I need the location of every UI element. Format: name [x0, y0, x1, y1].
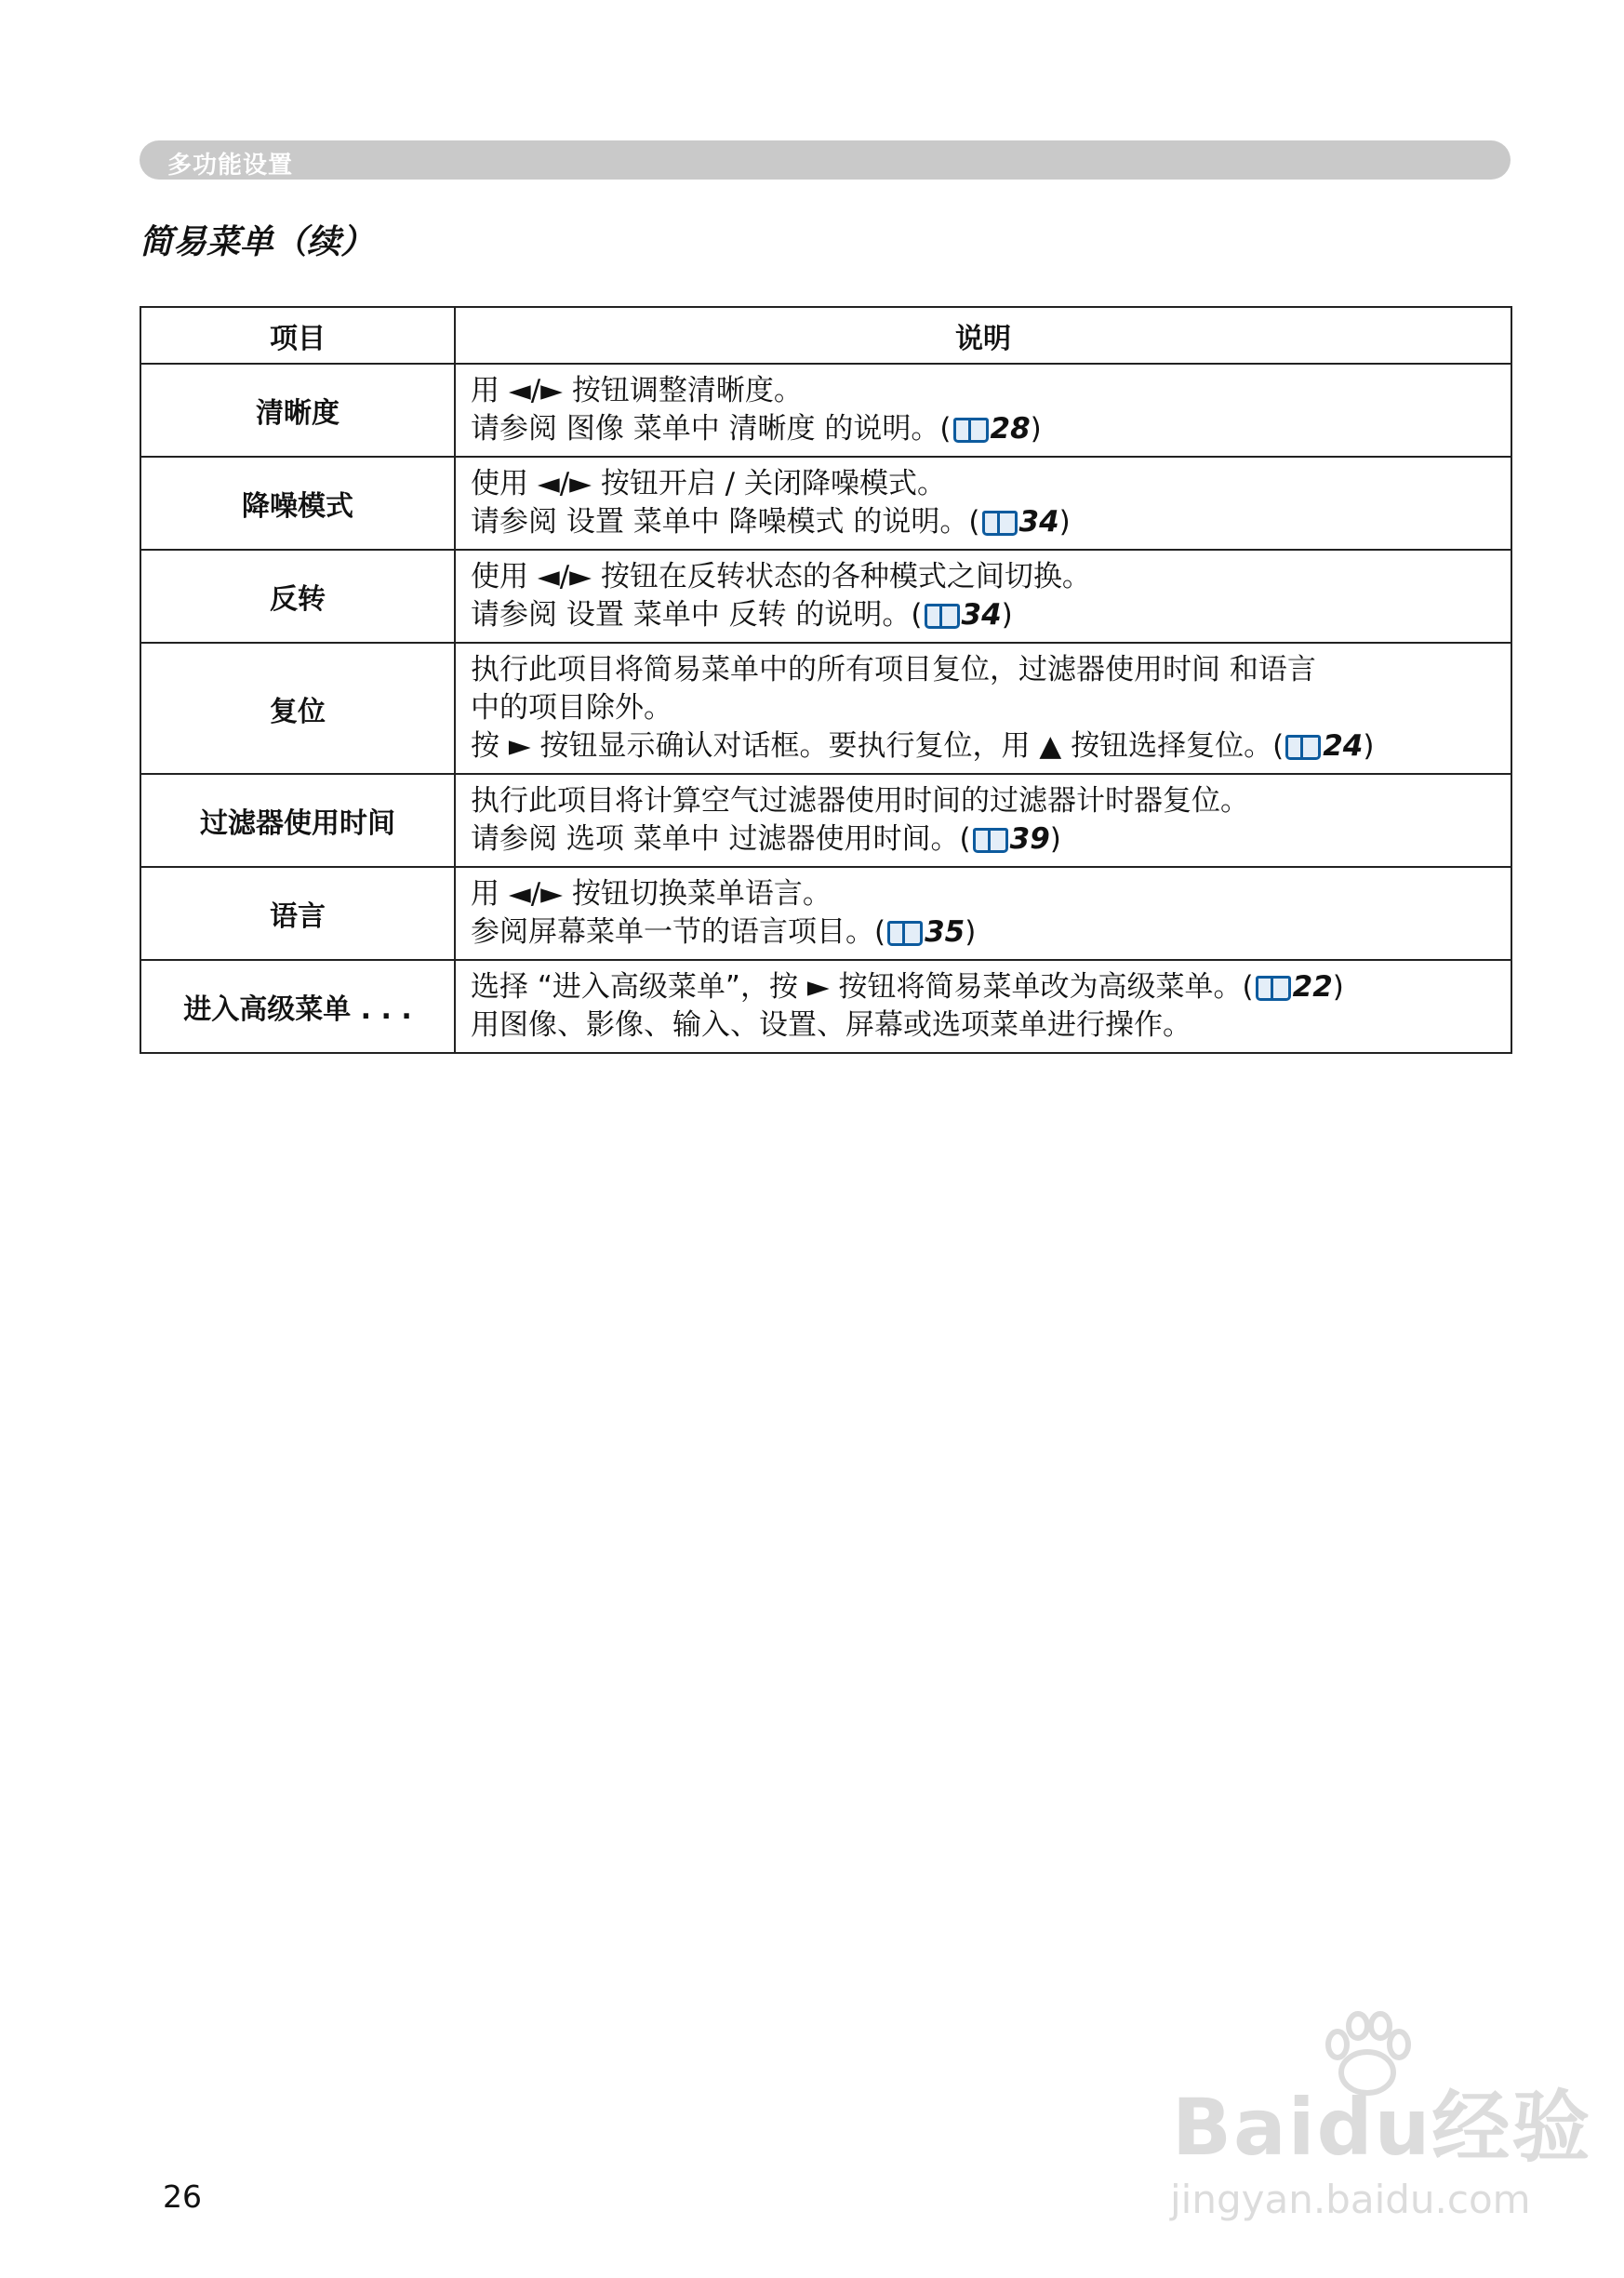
- description-line: [471, 727, 1496, 766]
- item-description: [455, 774, 1511, 867]
- reference-close-paren: ): [1363, 729, 1375, 763]
- description-text: 执行此项目将计算空气过滤器使用时间的过滤器计时器复位。: [471, 784, 1249, 818]
- item-description: [455, 867, 1511, 960]
- page-number: 26: [163, 2178, 202, 2215]
- page-reference-link[interactable]: [923, 598, 1002, 632]
- item-name: 降噪模式: [140, 457, 455, 550]
- description-text: 参阅屏幕菜单一节的语言项目。(: [471, 915, 886, 949]
- description-text: 按 ► 按钮显示确认对话框。要执行复位，用 ▲ 按钮选择复位。(: [471, 729, 1285, 763]
- description-text: 用 ◄/► 按钮调整清晰度。: [471, 374, 803, 407]
- table-row: [140, 550, 1511, 643]
- reference-page-number: 22: [1292, 970, 1333, 1004]
- item-name: 进入高级菜单 . . .: [140, 960, 455, 1053]
- reference-close-paren: ): [1049, 822, 1061, 856]
- description-line: [471, 968, 1496, 1006]
- book-icon: [953, 418, 989, 441]
- description-line: [471, 782, 1496, 820]
- description-text: 请参阅 图像 菜单中 清晰度 的说明。(: [471, 412, 952, 446]
- book-icon: [925, 604, 960, 627]
- page-reference-link[interactable]: [980, 505, 1059, 539]
- reference-page-number: 34: [961, 598, 1002, 632]
- column-header-description: 说明: [455, 307, 1511, 364]
- page-reference-link[interactable]: [885, 915, 965, 949]
- item-name: 清晰度: [140, 364, 455, 457]
- item-name: 反转: [140, 550, 455, 643]
- reference-page-number: 28: [990, 412, 1031, 446]
- book-icon: [973, 828, 1008, 851]
- description-line: [471, 1006, 1496, 1045]
- description-line: [471, 820, 1496, 859]
- reference-close-paren: ): [965, 915, 977, 949]
- description-text: 请参阅 设置 菜单中 反转 的说明。(: [471, 598, 923, 632]
- description-line: [471, 651, 1496, 689]
- table-row: [140, 364, 1511, 457]
- reference-close-paren: ): [1058, 505, 1071, 539]
- item-description: [455, 643, 1511, 774]
- description-text: 用 ◄/► 按钮切换菜单语言。: [471, 877, 832, 911]
- book-icon: [1285, 735, 1321, 758]
- watermark-url: jingyan.baidu.com: [1170, 2177, 1531, 2222]
- description-text: 执行此项目将简易菜单中的所有项目复位，过滤器使用时间 和语言: [471, 653, 1316, 686]
- section-banner: [140, 140, 1511, 180]
- watermark-logo: Baidu经验: [1172, 2082, 1592, 2173]
- description-line: [471, 913, 1496, 952]
- item-description: [455, 960, 1511, 1053]
- table-header-row: [140, 307, 1511, 364]
- column-header-item: 项目: [140, 307, 455, 364]
- description-line: [471, 596, 1496, 634]
- watermark: [1153, 2009, 1592, 2251]
- section-label: 多功能设置: [167, 152, 294, 180]
- reference-page-number: 34: [1018, 505, 1059, 539]
- reference-close-paren: ): [1030, 412, 1042, 446]
- page-title: 简易菜单（续）: [140, 223, 375, 261]
- item-name: 复位: [140, 643, 455, 774]
- page-reference-link[interactable]: [971, 822, 1050, 856]
- reference-page-number: 35: [925, 915, 965, 949]
- menu-items-table: [140, 306, 1512, 1054]
- book-icon: [982, 511, 1018, 534]
- description-text: 使用 ◄/► 按钮开启 / 关闭降噪模式。: [471, 467, 946, 500]
- item-description: [455, 550, 1511, 643]
- table-row: [140, 774, 1511, 867]
- description-line: [471, 503, 1496, 541]
- description-line: [471, 875, 1496, 913]
- table-row: [140, 643, 1511, 774]
- description-line: [471, 410, 1496, 448]
- description-text: 中的项目除外。: [471, 691, 672, 725]
- item-name: 语言: [140, 867, 455, 960]
- description-line: [471, 558, 1496, 596]
- reference-page-number: 24: [1323, 729, 1364, 763]
- page-reference-link[interactable]: [1254, 970, 1333, 1004]
- description-text: 请参阅 选项 菜单中 过滤器使用时间。(: [471, 822, 971, 856]
- table-body: [140, 364, 1511, 1053]
- description-line: [471, 372, 1496, 410]
- book-icon: [887, 921, 923, 944]
- reference-close-paren: ): [1332, 970, 1344, 1004]
- description-line: [471, 689, 1496, 727]
- description-text: 请参阅 设置 菜单中 降噪模式 的说明。(: [471, 505, 980, 539]
- reference-page-number: 39: [1009, 822, 1050, 856]
- item-description: [455, 364, 1511, 457]
- page-reference-link[interactable]: [1284, 729, 1363, 763]
- description-line: [471, 465, 1496, 503]
- book-icon: [1256, 976, 1291, 999]
- item-description: [455, 457, 1511, 550]
- table-row: [140, 867, 1511, 960]
- table-row: [140, 960, 1511, 1053]
- description-text: 选择 “进入高级菜单”，按 ► 按钮将简易菜单改为高级菜单。(: [471, 970, 1254, 1004]
- item-name: 过滤器使用时间: [140, 774, 455, 867]
- reference-close-paren: ): [1001, 598, 1013, 632]
- table-row: [140, 457, 1511, 550]
- description-text: 使用 ◄/► 按钮在反转状态的各种模式之间切换。: [471, 560, 1091, 593]
- description-text: 用图像、影像、输入、设置、屏幕或选项菜单进行操作。: [471, 1008, 1191, 1042]
- page-reference-link[interactable]: [952, 412, 1031, 446]
